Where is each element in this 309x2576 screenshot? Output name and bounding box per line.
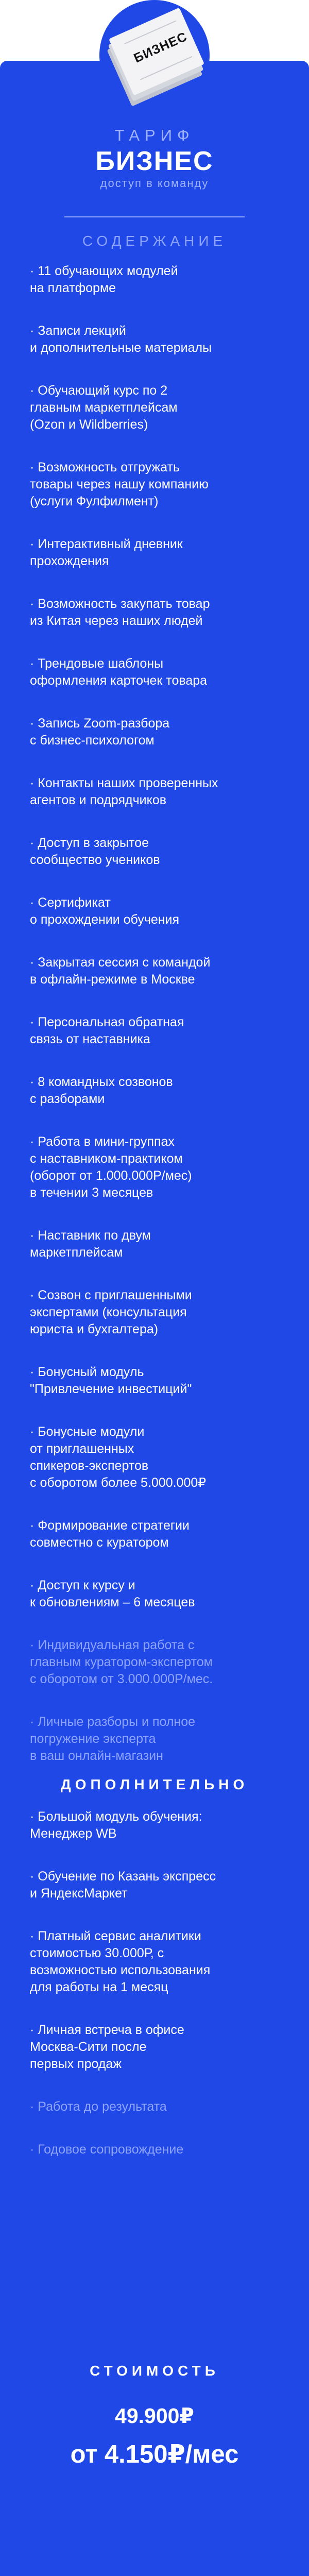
- monthly-price: от 4.150₽/мес: [70, 2441, 239, 2468]
- additional-list: [30, 1808, 287, 2184]
- box-label: БИЗНЕС: [131, 29, 190, 66]
- list-item: · Работа в мини-группах с наставником-практиком (оборот от 1.000.000Р/мес) в течении 3 месяцев: [30, 1134, 192, 1200]
- list-item: · Обучение по Казань экспресс и ЯндексМаркет: [30, 1869, 216, 1901]
- list-item: · Созвон с приглашенными экспертами (консультация юриста и бухгалтера): [30, 1288, 192, 1336]
- list-item: · Персональная обратная связь от наставника: [30, 1015, 184, 1046]
- list-item: · Платный сервис аналитики стоимостью 30.000Р, с возможностью использования для работы на 1 месяц: [30, 1929, 211, 1994]
- contents-list: [30, 263, 287, 1790]
- full-price: 49.900₽: [115, 2404, 194, 2428]
- list-item: · Закрытая сессия с командой в офлайн-режиме в Москве: [30, 955, 211, 987]
- list-item: · Большой модуль обучения: Менеджер WB: [30, 1809, 202, 1841]
- additional-title: ДОПОЛНИТЕЛЬНО: [60, 1776, 249, 1792]
- list-item: · Бонусные модули от приглашенных спикеров-экспертов с оборотом более 5.000.000₽: [30, 1425, 207, 1490]
- list-item: · Годовое сопровождение: [30, 2142, 184, 2157]
- list-item: · Личные разборы и полное погружение эксперта в ваш онлайн-магазин: [30, 1715, 196, 1763]
- tariff-header: [0, 126, 309, 190]
- list-item: · Личная встреча в офисе Москва-Сити после первых продаж: [30, 2023, 184, 2071]
- list-item: · Обучающий курс по 2 главным маркетплейсам (Ozon и Wildberries): [30, 383, 178, 432]
- box-icon: [109, 8, 204, 96]
- list-item: · Сертификат о прохождении обучения: [30, 895, 180, 927]
- list-item: · Бонусный модуль "Привлечение инвестиций": [30, 1365, 192, 1396]
- tariff-badge: [99, 0, 210, 110]
- header-divider: [64, 216, 245, 217]
- plan-subtitle: доступ в команду: [100, 177, 209, 190]
- list-item: · Формирование стратегии совместно с куратором: [30, 1518, 190, 1550]
- list-item: · 8 командных созвонов с разборами: [30, 1075, 173, 1106]
- plan-name: БИЗНЕС: [95, 146, 214, 176]
- list-item: · Наставник по двум маркетплейсам: [30, 1228, 151, 1260]
- list-item: · Контакты наших проверенных агентов и подрядчиков: [30, 776, 218, 807]
- pricing-title: СТОИМОСТЬ: [90, 2363, 219, 2379]
- list-item: · 11 обучающих модулей на платформе: [30, 264, 178, 295]
- contents-title: СОДЕРЖАНИЕ: [82, 233, 227, 249]
- list-item: · Трендовые шаблоны оформления карточек товара: [30, 656, 208, 688]
- list-item: · Возможность отгружать товары через нашу компанию (услуги Фулфилмент): [30, 460, 209, 509]
- list-item: · Запись Zoom-разбора с бизнес-психологом: [30, 716, 170, 748]
- list-item: · Записи лекций и дополнительные материалы: [30, 324, 212, 355]
- list-item: · Доступ к курсу и к обновлениям – 6 месяцев: [30, 1578, 195, 1609]
- tariff-label: ТАРИФ: [114, 126, 195, 144]
- list-item: · Индивидуальная работа с главным куратором-экспертом с оборотом от 3.000.000Р/мес.: [30, 1638, 213, 1686]
- list-item: · Интерактивный дневник прохождения: [30, 537, 183, 568]
- list-item: · Возможность закупать товар из Китая через наших людей: [30, 597, 210, 628]
- list-item: · Работа до результата: [30, 2099, 167, 2114]
- list-item: · Доступ в закрытое сообщество учеников: [30, 836, 160, 867]
